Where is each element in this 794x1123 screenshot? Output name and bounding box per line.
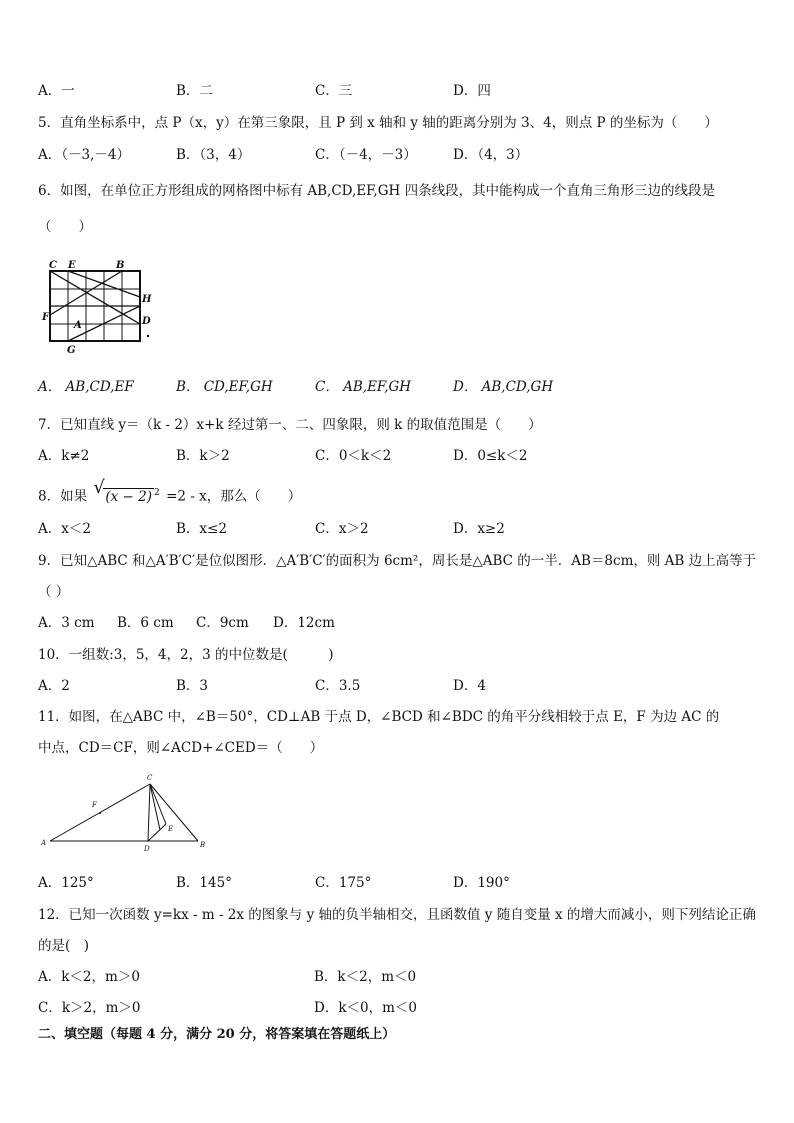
q5-option-c: C．（－4，－3） [315,147,417,163]
q6-option-a: A． AB,CD,EF [38,379,134,395]
q11-option-d: D．190° [453,875,510,891]
q6-option-d: D． AB,CD,GH [453,379,554,395]
q6-label-c: C [49,260,57,271]
q8-option-c: C．x＞2 [315,521,369,537]
q11-stem-line2: 中点，CD＝CF，则∠ACD+∠CED＝（ ） [38,740,324,756]
q11-label-e: E [168,825,174,833]
q7-stem: 7．已知直线 y＝（k - 2）x+k 经过第一、二、四象限，则 k 的取值范围是（ ） [38,417,542,433]
q11-option-b: B．145° [176,875,232,891]
q6-label-f: F [42,312,50,323]
q5-option-d: D．（4，3） [453,147,529,163]
q5-stem: 5．直角坐标系中，点 P（x，y）在第三象限，且 P 到 x 轴和 y 轴的距离分别为 3、4，则点 P 的坐标为（ ） [38,115,718,131]
q11-option-c: C．175° [315,875,372,891]
q9-option-c: C．9cm [196,615,249,631]
q6-label-a: A [74,320,82,331]
q12-option-d: D．k＜0，m＜0 [314,1000,417,1016]
q11-stem-line1: 11．如图，在△ABC 中，∠B＝50°，CD⊥AB 于点 D，∠BCD 和∠BDC 的角平分线相较于点 E，F 为边 AC 的 [38,709,720,725]
q9-option-d: D．12cm [273,615,335,631]
q8-option-b: B．x≤2 [176,521,227,537]
q6-option-c: C． AB,EF,GH [315,379,412,395]
radical-sign-icon: √ [93,477,105,498]
q6-stem-line2: （ ） [38,219,92,235]
q9-option-b: B．6 cm [117,615,174,631]
q6-label-e: E [68,260,76,271]
section-2-heading: 二、填空题（每题 4 分，满分 20 分，将答案填在答题纸上） [38,1027,396,1042]
q11-label-a: A [41,839,47,847]
q8-prefix: 8．如果 [38,488,88,505]
q10-option-c: C．3.5 [315,678,361,694]
q12-option-b: B．k＜2，m＜0 [314,969,417,985]
q9-stem-line2: （ ） [38,584,70,600]
q8-option-d: D．x≥2 [453,521,505,537]
q4-option-b: B．二 [176,83,213,99]
q5-option-b: B．（3，4） [176,147,251,163]
q11-triangle-figure [38,772,213,854]
q9-option-a: A．3 cm [38,615,95,631]
q4-option-c: C．三 [315,83,353,99]
q10-stem: 10．一组数:3，5，4，2，3 的中位数是( ) [38,647,334,663]
q9-stem-line1: 9．已知△ABC 和△A′B′C′是位似图形．△A′B′C′的面积为 6cm²，周长是△ABC 的一半．AB＝8cm，则 AB 边上高等于 [38,553,757,569]
q10-option-d: D．4 [453,678,486,694]
q11-label-f: F [92,801,97,809]
q11-label-c: C [147,774,153,782]
q8-suffix: =2 - x，那么（ ） [166,488,302,505]
q11-option-a: A．125° [38,875,94,891]
q11-label-b: B [200,841,206,849]
q6-stem-line1: 6．如图，在单位正方形组成的网格图中标有 AB,CD,EF,GH 四条线段，其中能构成一个直角三角形三边的线段是 [38,183,716,199]
q5-option-a: A．（－3,－4） [38,147,130,163]
q6-label-g: G [67,345,76,356]
q12-option-a: A．k＜2，m＞0 [38,969,140,985]
q10-option-b: B．3 [176,678,209,694]
q7-option-b: B．k＞2 [176,448,230,464]
q4-option-a: A．一 [38,83,75,99]
q4-option-d: D．四 [453,83,491,99]
q7-option-a: A．k≠2 [38,448,90,464]
q7-option-c: C．0＜k＜2 [315,448,392,464]
q8-option-a: A．x＜2 [38,521,91,537]
q6-option-b: B． CD,EF,GH [176,379,273,395]
q6-label-h: H [142,294,152,305]
q8-radical [93,477,160,506]
q6-label-d: D [142,316,151,327]
q11-label-d: D [144,845,150,853]
q6-grid-figure [40,258,160,358]
q8-radicand: (x − 2) [105,488,153,505]
q7-option-d: D．0≤k＜2 [453,448,528,464]
q12-option-c: C．k＞2，m＞0 [38,1000,141,1016]
q8-exponent: 2 [154,488,160,498]
q10-option-a: A．2 [38,678,70,694]
q12-stem-line2: 的是( ) [38,938,90,954]
q6-label-b: B [116,260,125,271]
q12-stem-line1: 12．已知一次函数 y=kx - m - 2x 的图象与 y 轴的负半轴相交，且函数值 y 随自变量 x 的增大而减小，则下列结论正确 [38,907,756,923]
q8-stem [38,477,302,506]
